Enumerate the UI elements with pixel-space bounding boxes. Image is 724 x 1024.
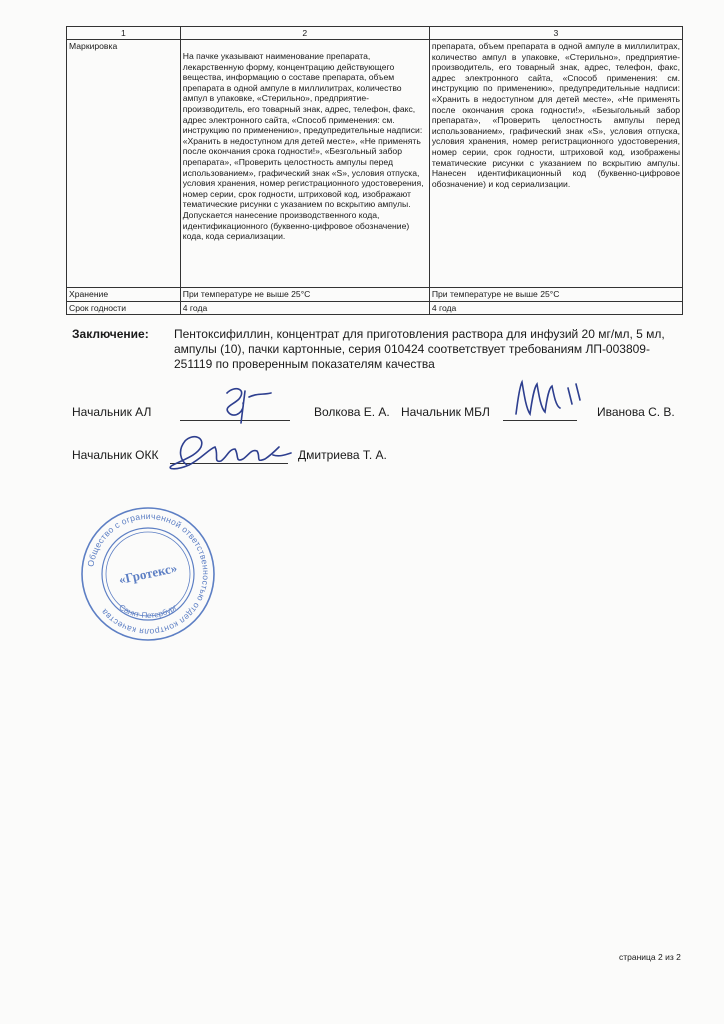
- svg-text:Санкт-Петербург: [117, 603, 178, 620]
- company-stamp: [78, 504, 218, 644]
- result-text: препарата, объем препарата в одной ампуле в миллилитрах, количество ампул в упаковке, «Стерильно», предприятие-производитель, его товарный знак, адрес, телефон, факс, адрес электронного сайта, «Способ применения: см. инструкцию по применению», предупредительные надписи: «Хранить в недоступном для детей месте», «Не применять после окончания срока годности!», «Безыгольный забор препарата», «Проверить целостность ампулы перед использованием», графический знак «S», условия отпуска, условия хранения, номер регистрационного удостоверения, номер серии, срок годности, штриховой код, изображены тематические рисунки с указанием по вскрытию ампулы. Нанесен идентификационный код (буквенно-цифровое обозначение) и код сериализации.: [429, 40, 682, 288]
- signature-okk: [155, 425, 295, 475]
- specification-table: [66, 26, 683, 315]
- column-number: 2: [180, 27, 429, 40]
- indicator-name: Маркировка: [67, 40, 181, 288]
- signature-al: [205, 383, 275, 428]
- head-mbl-title: Начальник МБЛ: [401, 405, 490, 419]
- column-number: 3: [429, 27, 682, 40]
- table-header-row: [67, 27, 683, 40]
- stamp-city-text: Санкт-Петербург: [117, 602, 179, 621]
- head-al-title: Начальник АЛ: [72, 405, 152, 419]
- stamp-ring-text: Общество с ограниченной ответственностью отдел контроля качества: [85, 510, 212, 638]
- table-row: [67, 288, 683, 302]
- conclusion-label: Заключение:: [72, 327, 149, 341]
- table-row: [67, 40, 683, 288]
- table-row: [67, 301, 683, 315]
- indicator-name: Срок годности: [67, 301, 181, 315]
- stamp-center-text: «Гротекс»: [117, 560, 179, 587]
- column-number: 1: [67, 27, 181, 40]
- head-okk-title: Начальник ОКК: [72, 448, 159, 462]
- requirement-text: При температуре не выше 25°С: [180, 288, 429, 302]
- signature-mbl: [510, 378, 590, 423]
- head-okk-name: Дмитриева Т. А.: [298, 448, 387, 462]
- head-mbl-name: Иванова С. В.: [597, 405, 675, 419]
- head-al-name: Волкова Е. А.: [314, 405, 390, 419]
- indicator-name: Хранение: [67, 288, 181, 302]
- result-text: 4 года: [429, 301, 682, 315]
- requirement-text: 4 года: [180, 301, 429, 315]
- result-text: При температуре не выше 25°С: [429, 288, 682, 302]
- requirement-text: На пачке указывают наименование препарата, лекарственную форму, концентрацию действующего вещества, информацию о составе препарата, объем препарата в одной ампуле в миллилитрах, количество ампул в упаковке, «Стерильно», предприятие-производитель, его товарный знак, адрес, телефон, факс, адрес электронного сайта, «Способ применения: см. инструкцию по применению», предупредительные надписи: «Хранить в недоступном для детей месте», «Не применять после окончания срока годности!», «Безгольный забор препарата», «Проверить целостность ампулы перед использованием», графический знак «S», условия отпуска, условия хранения, номер регистрационного удостоверения, номер серии, срок годности, штриховой код, изображают тематические рисунки с указанием по вскрытию ампулы. Допускается нанесение производственного кода, идентификационного (буквенно-цифровое обозначение) кода, кода сериализации.: [180, 40, 429, 288]
- page-number: страница 2 из 2: [619, 952, 681, 962]
- conclusion-text: Пентоксифиллин, концентрат для приготовления раствора для инфузий 20 мг/мл, 5 мл, ампулы (10), пачки картонные, серия 010424 соответствует требованиям ЛП-003809-251119 по проверенным показателям качества: [174, 327, 665, 371]
